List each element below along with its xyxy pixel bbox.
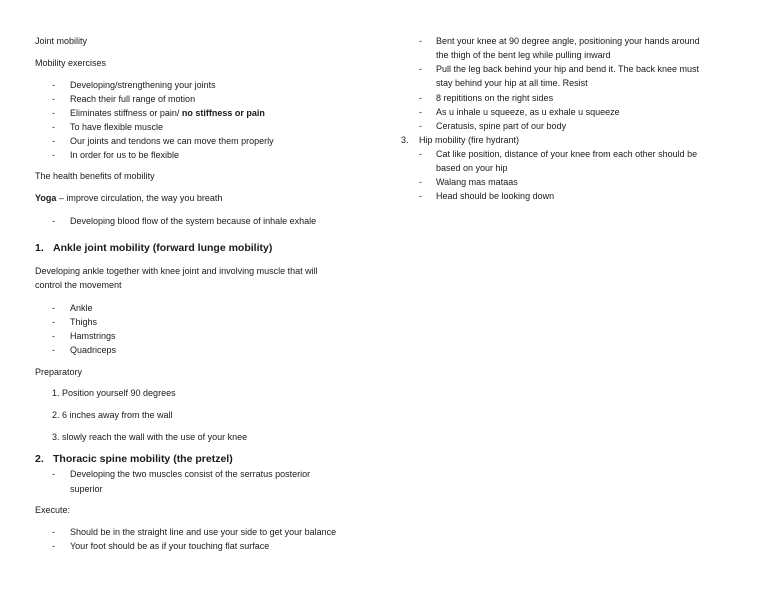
list-item: Ceratusis, spine part of our body	[436, 121, 567, 131]
list-item: Ankle	[70, 303, 93, 313]
list-item-continuation: based on your hip	[436, 163, 508, 173]
bullet-dash: -	[52, 150, 55, 160]
doc-title: Joint mobility	[35, 36, 88, 46]
list-item: Your foot should be as if your touching flat surface	[70, 541, 270, 551]
section-heading: Ankle joint mobility (forward lunge mobility)	[53, 242, 273, 254]
section-heading: Thoracic spine mobility (the pretzel)	[53, 453, 233, 465]
bullet-dash: -	[52, 345, 55, 355]
list-item: Thighs	[70, 317, 98, 327]
section-number: 1.	[35, 242, 44, 254]
section-number: 3.	[401, 135, 409, 145]
bullet-dash: -	[52, 469, 55, 479]
list-item: Developing the two muscles consist of the serratus posterior	[70, 469, 311, 479]
section-number: 2.	[35, 453, 44, 465]
bullet-dash: -	[419, 177, 422, 187]
prep-step: 1. Position yourself 90 degrees	[52, 388, 176, 398]
bullet-dash: -	[52, 136, 55, 146]
list-item: Hamstrings	[70, 331, 116, 341]
list-item: Bent your knee at 90 degree angle, positioning your hands around	[436, 36, 700, 46]
list-item-text: Eliminates stiffness or pain/	[70, 108, 182, 118]
list-item-bold: no stiffness or pain	[181, 108, 265, 118]
mobility-exercises-label: Mobility exercises	[35, 58, 107, 68]
bullet-dash: -	[52, 527, 55, 537]
list-item: In order for us to be flexible	[70, 150, 180, 160]
bullet-dash: -	[419, 107, 422, 117]
health-benefits-label: The health benefits of mobility	[35, 171, 155, 181]
execute-label: Execute:	[35, 505, 71, 515]
section-description: control the movement	[35, 280, 122, 290]
list-item: Developing/strengthening your joints	[70, 80, 216, 90]
list-item: 8 repititions on the right sides	[436, 93, 554, 103]
bullet-dash: -	[419, 149, 422, 159]
prep-step: 2. 6 inches away from the wall	[52, 410, 173, 420]
bullet-dash: -	[419, 64, 422, 74]
list-item: Cat like position, distance of your knee from each other should be	[436, 149, 698, 159]
list-item: Walang mas mataas	[436, 177, 518, 187]
bullet-dash: -	[52, 80, 55, 90]
bullet-dash: -	[419, 191, 422, 201]
bullet-dash: -	[419, 93, 422, 103]
bullet-dash: -	[52, 108, 55, 118]
list-item: Developing blood flow of the system because of inhale exhale	[70, 216, 317, 226]
section-heading: Hip mobility (fire hydrant)	[419, 135, 520, 145]
preparatory-label: Preparatory	[35, 367, 83, 377]
yoga-line	[35, 193, 222, 204]
bullet-dash: -	[419, 36, 422, 46]
bullet-dash: -	[52, 317, 55, 327]
list-item: Head should be looking down	[436, 191, 555, 201]
list-item: As u inhale u squeeze, as u exhale u squeeze	[436, 107, 620, 117]
prep-step: 3. slowly reach the wall with the use of your knee	[52, 432, 248, 442]
bullet-dash: -	[52, 303, 55, 313]
bullet-dash: -	[52, 216, 55, 226]
list-item: Reach their full range of motion	[70, 94, 196, 104]
list-item: Quadriceps	[70, 345, 117, 355]
list-item-continuation: stay behind your hip at all time. Resist	[436, 78, 588, 88]
bullet-dash: -	[419, 121, 422, 131]
bullet-dash: -	[52, 122, 55, 132]
list-item-continuation: the thigh of the bent leg while pulling inward	[436, 50, 611, 60]
bullet-dash: -	[52, 331, 55, 341]
bullet-dash: -	[52, 541, 55, 551]
yoga-text: – improve circulation, the way you breath	[56, 193, 223, 203]
section-description: Developing ankle together with knee joint and involving muscle that will	[35, 266, 318, 276]
list-item: To have flexible muscle	[70, 122, 164, 132]
yoga-label: Yoga	[35, 193, 57, 203]
list-item	[70, 108, 265, 119]
bullet-dash: -	[52, 94, 55, 104]
list-item: Our joints and tendons we can move them properly	[70, 136, 274, 146]
list-item-continuation: superior	[70, 484, 103, 494]
list-item: Pull the leg back behind your hip and bend it. The back knee must	[436, 64, 700, 74]
list-item: Should be in the straight line and use your side to get your balance	[70, 527, 337, 537]
